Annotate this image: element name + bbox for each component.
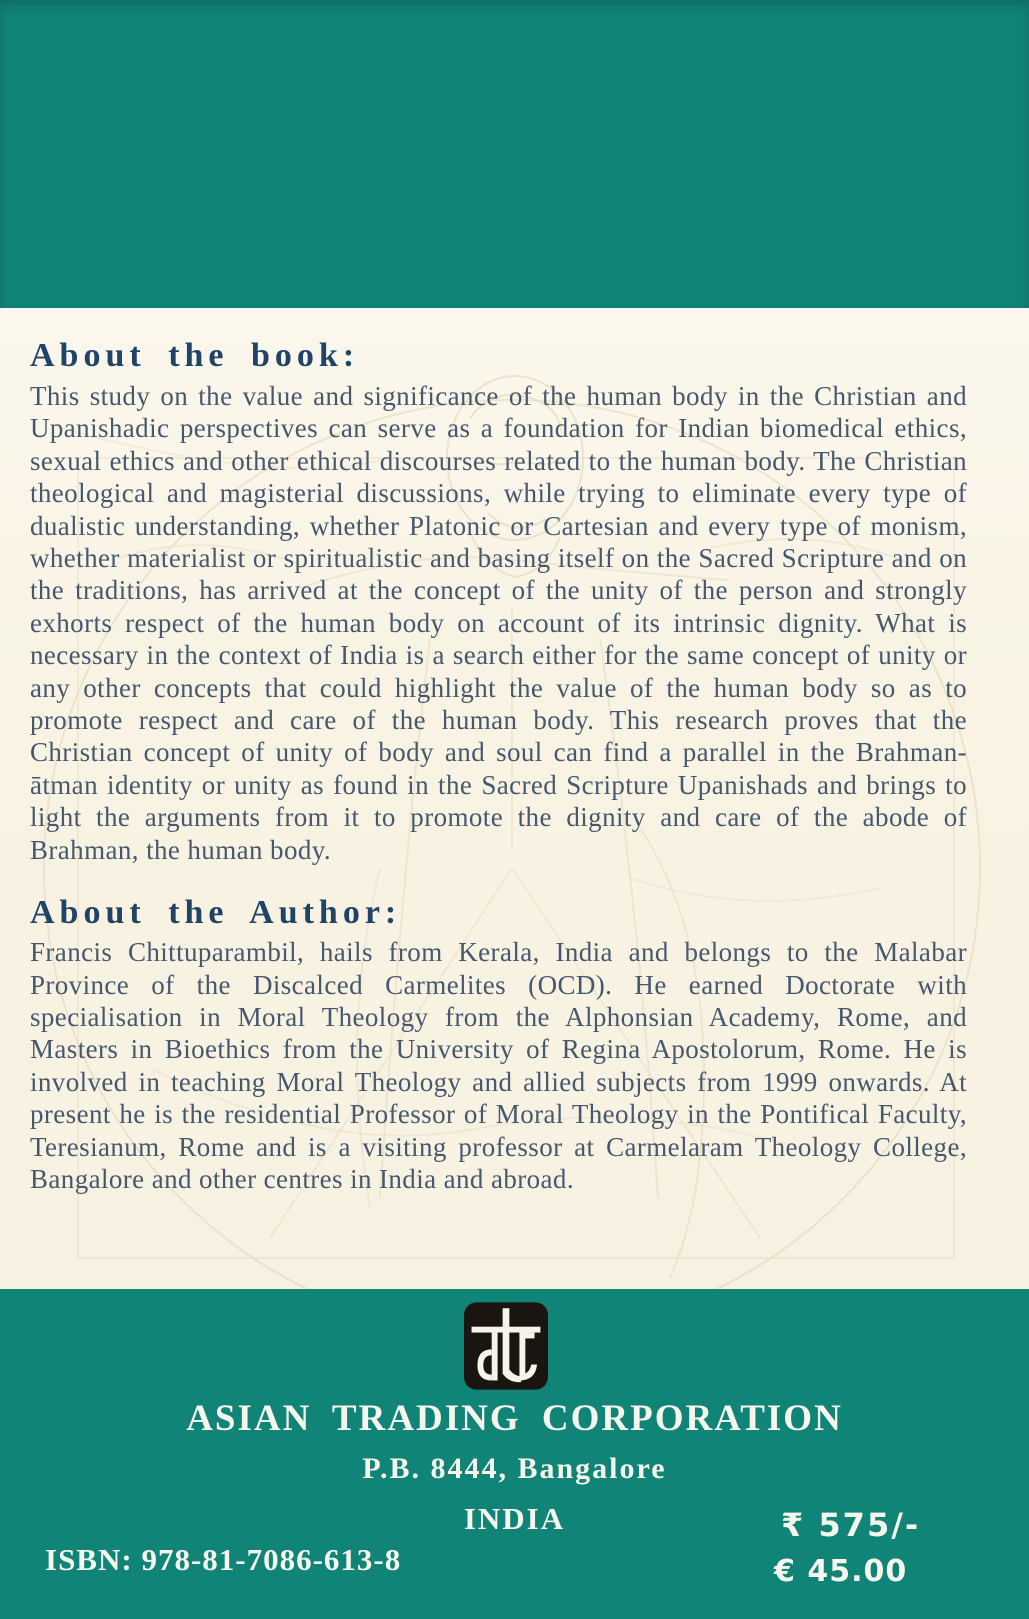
publisher-address: P.B. 8444, Bangalore xyxy=(362,1452,667,1485)
price-rupees: ₹ 575/- xyxy=(781,1506,921,1544)
price-euro: € 45.00 xyxy=(774,1554,908,1589)
atc-logo-icon xyxy=(464,1302,548,1390)
about-book-heading: About the book: xyxy=(30,337,360,374)
publisher-name: ASIAN TRADING CORPORATION xyxy=(186,1398,843,1439)
about-author-heading: About the Author: xyxy=(30,894,402,932)
about-book-text: This study on the value and significance of the human body in the Christian and Upanishadic perspectives can serve as a foundation for Indian biomedical ethics, sexual ethics and other ethical discourses related to the human body. The Christian theological and magisterial discussions, while trying to eliminate every type of dualistic understanding, whether Platonic or Cartesian and every type of monism, whether materialist or spiritualistic and basing itself on the Sacred Scripture and on the traditions, has arrived at the concept of the unity of the person and strongly exhorts respect of the human body on account of its intrinsic dignity. What is necessary in the context of India is a search either for the same concept of unity or any other concepts that could highlight the value of the human body so as to promote respect and care of the human body. This research proves that the Christian concept of unity of body and soul can find a parallel in the Brahman-ātman identity or unity as found in the Sacred Scripture Upanishads and brings to light the arguments from it to promote the dignity and care of the abode of Brahman, the human body. xyxy=(30,381,967,865)
isbn-text: ISBN: 978-81-7086-613-8 xyxy=(45,1542,402,1577)
content-panel xyxy=(0,308,1029,1289)
publisher-country: INDIA xyxy=(463,1501,566,1536)
bottom-teal-band xyxy=(0,1289,1029,1619)
top-teal-band xyxy=(0,0,1029,308)
about-author-text: Francis Chittuparambil, hails from Kerala, India and belongs to the Malabar Province of the Discalced Carmelites (OCD). He earned Doctorate with specialisation in Moral Theology from the Alphonsian Academy, Rome, and Masters in Bioethics from the University of Regina Apostolorum, Rome. He is involved in teaching Moral Theology and allied subjects from 1999 onwards. At present he is the residential Professor of Moral Theology in the Pontifical Faculty, Teresianum, Rome and is a visiting professor at Carmelaram Theology College, Bangalore and other centres in India and abroad. xyxy=(30,937,967,1194)
